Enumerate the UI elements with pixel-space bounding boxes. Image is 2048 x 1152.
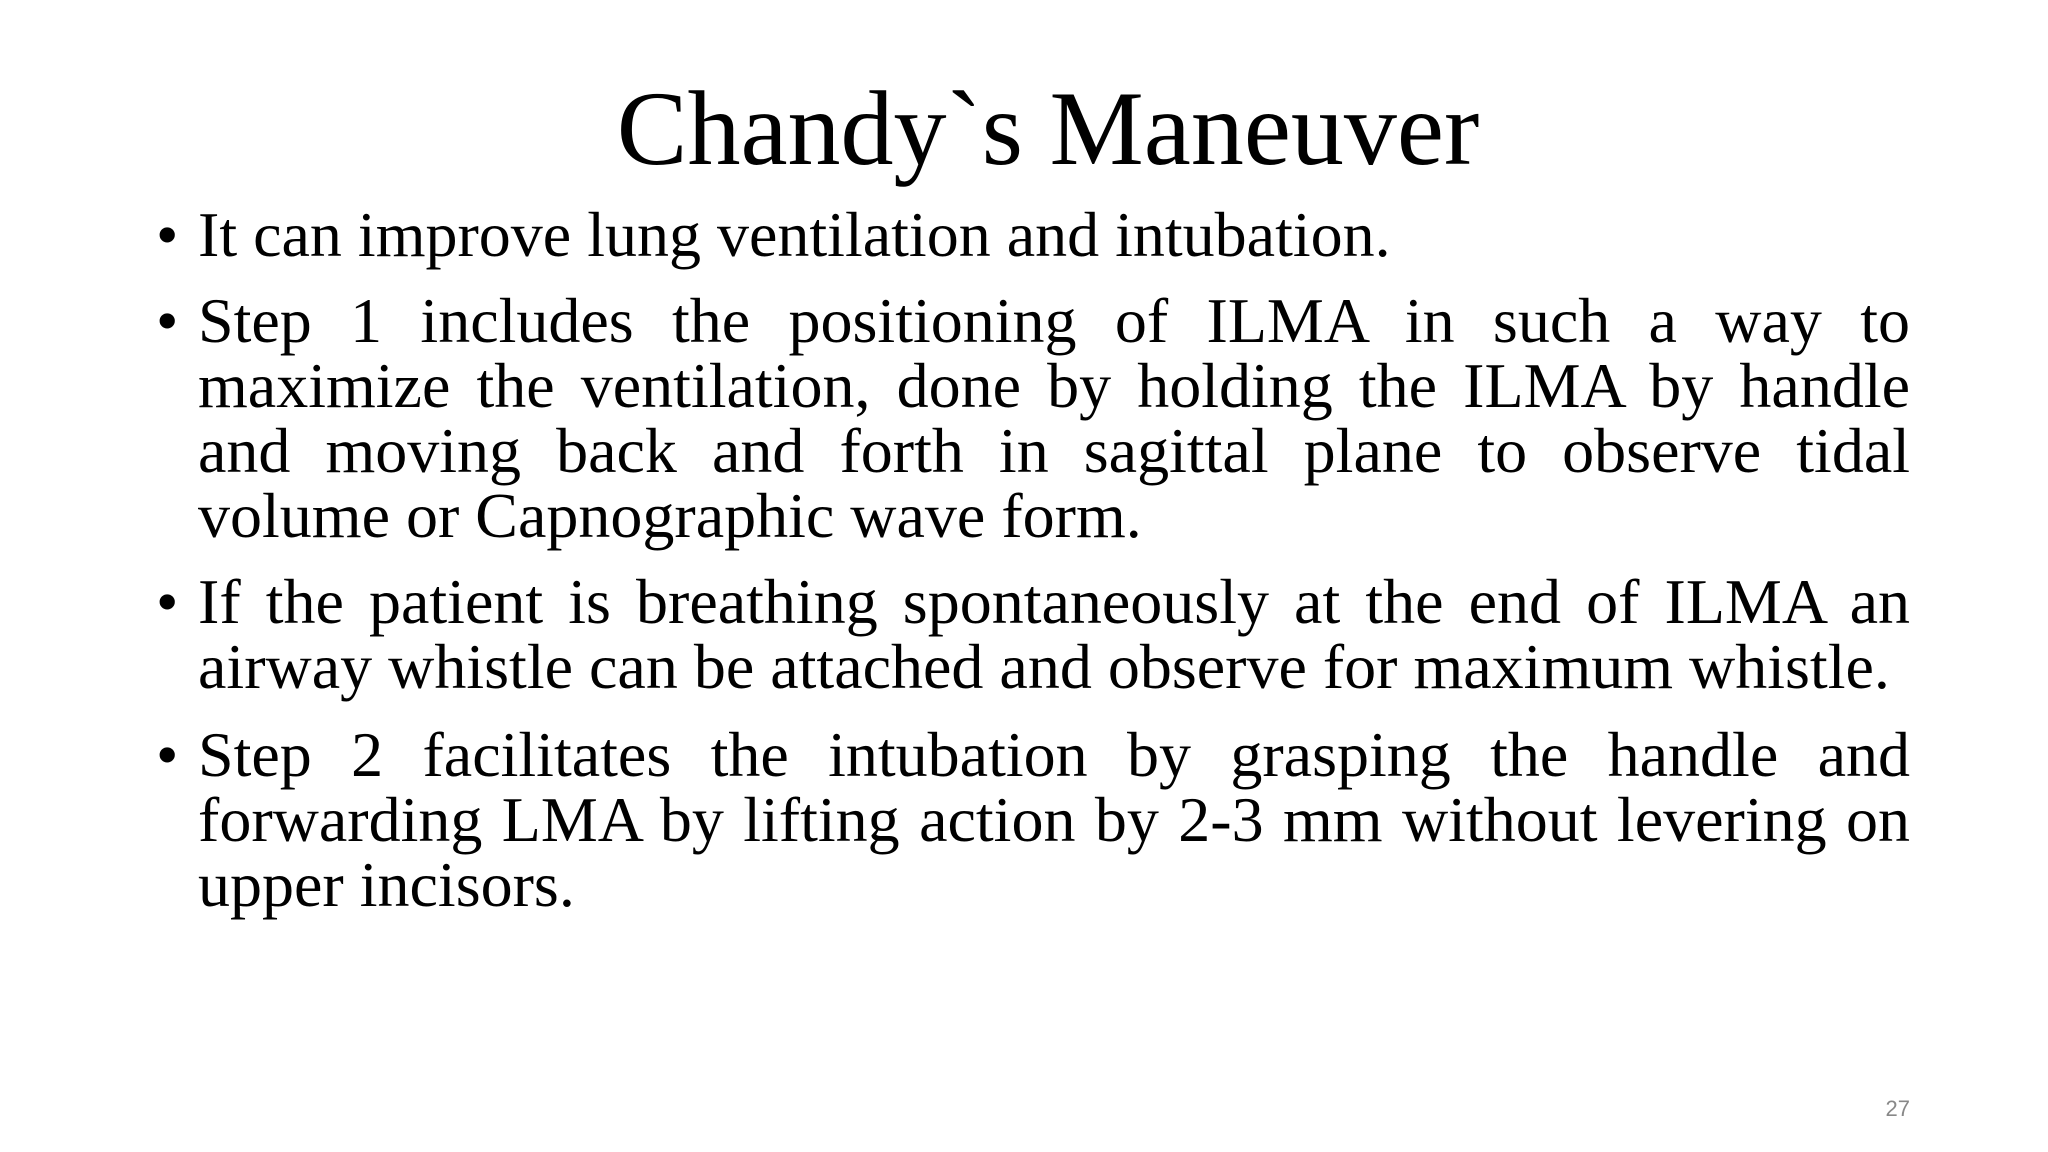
bullet-item — [156, 566, 1910, 702]
slide-title: Chandy`s Maneuver — [616, 70, 1480, 187]
bullet-text: If the patient is breathing spontaneously at the end of ILMA an airway whistle can be attached and observe for maximum whistle. — [198, 566, 1910, 702]
bullet-dot-icon: • — [156, 566, 179, 637]
bullet-text: Step 1 includes the positioning of ILMA in such a way to maximize the ventilation, done by holding the ILMA by handle and moving back and forth in sagittal plane to observe tidal volume or Capnographic wave form. — [198, 285, 1910, 551]
bullet-text: Step 2 facilitates the intubation by grasping the handle and forwarding LMA by lifting action by 2-3 mm without levering on upper incisors. — [198, 719, 1910, 920]
bullet-item — [156, 199, 1910, 270]
bullet-item — [156, 285, 1910, 551]
bullet-item — [156, 719, 1910, 920]
bullet-text: It can improve lung ventilation and intubation. — [198, 199, 1391, 270]
bullet-dot-icon: • — [156, 199, 179, 270]
bullet-dot-icon: • — [156, 285, 179, 356]
page-number: 27 — [1885, 1096, 1910, 1121]
bullet-dot-icon: • — [156, 719, 179, 790]
